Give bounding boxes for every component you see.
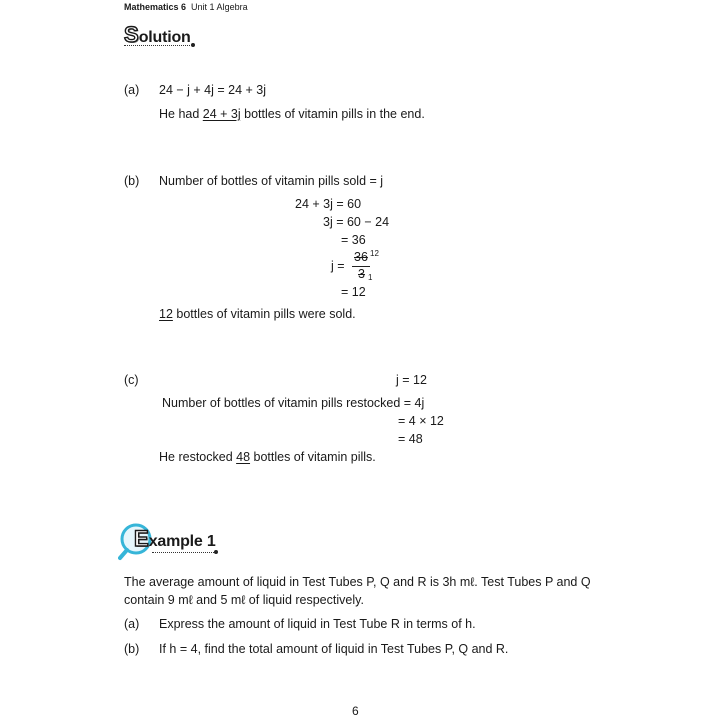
part-c-line1: j = 12	[396, 373, 427, 387]
part-b-answer-value: 12	[159, 307, 173, 321]
solution-underline-dots	[124, 45, 190, 46]
part-a-answer	[159, 107, 425, 121]
page-number: 6	[352, 704, 359, 718]
part-a-equation: 24 − j + 4j = 24 + 3j	[159, 83, 267, 97]
part-c-answer-post: bottles of vitamin pills.	[250, 450, 376, 464]
part-c-line4: = 48	[398, 432, 423, 446]
part-b-line5: = 12	[341, 285, 366, 299]
example-b-label: (b)	[124, 642, 140, 656]
part-b-fraction-denominator-reduced: 1	[368, 273, 373, 282]
part-b-line2: 3j = 60 − 24	[323, 215, 390, 229]
part-a-answer-value: 24 + 3j	[202, 107, 241, 121]
part-b-line3: = 36	[341, 233, 366, 247]
part-b-label: (b)	[124, 174, 140, 188]
part-a-label: (a)	[124, 83, 140, 97]
example-initial: E	[134, 526, 149, 551]
running-header	[124, 2, 248, 12]
header-subject: Mathematics 6	[124, 2, 187, 12]
part-b-fraction-var: j =	[331, 259, 345, 273]
example-intro-line1: The average amount of liquid in Test Tubes P, Q and R is 3h mℓ. Test Tubes P and Q	[124, 575, 591, 589]
solution-heading	[124, 24, 191, 50]
solution-title-rest: olution	[138, 29, 191, 46]
part-c-label: (c)	[124, 373, 139, 387]
part-b-fraction-denominator: 3	[358, 267, 365, 281]
part-b-statement: Number of bottles of vitamin pills sold = j	[159, 174, 384, 188]
example-a-label: (a)	[124, 617, 140, 631]
part-b-line1: 24 + 3j = 60	[295, 197, 362, 211]
example-underline-dot	[214, 550, 218, 554]
header-unit: Unit 1 Algebra	[191, 2, 248, 12]
example-b-text: If h = 4, find the total amount of liquid in Test Tubes P, Q and R.	[159, 642, 509, 656]
part-b-answer	[159, 307, 356, 321]
solution-underline-dot	[191, 43, 195, 47]
example-a-text: Express the amount of liquid in Test Tube R in terms of h.	[159, 617, 476, 631]
part-a-answer-pre: He had	[159, 107, 203, 121]
example-title-rest: xample 1	[148, 533, 216, 550]
part-c-answer-pre: He restocked	[159, 450, 237, 464]
example-underline-dots	[152, 552, 214, 553]
example-heading	[134, 528, 216, 551]
part-c-answer-value: 48	[236, 450, 251, 464]
solution-initial: S	[124, 22, 139, 47]
part-b-fraction-numerator: 36	[354, 250, 368, 264]
example-intro-line2: contain 9 mℓ and 5 mℓ of liquid respectively.	[124, 593, 364, 607]
part-a-answer-post: bottles of vitamin pills in the end.	[240, 107, 425, 121]
part-c-line3: = 4 × 12	[398, 414, 444, 428]
part-c-answer	[159, 450, 376, 464]
part-b-fraction-numerator-reduced: 12	[370, 249, 379, 258]
part-b-answer-post: bottles of vitamin pills were sold.	[172, 307, 356, 321]
part-c-line2: Number of bottles of vitamin pills restocked = 4j	[162, 396, 425, 410]
